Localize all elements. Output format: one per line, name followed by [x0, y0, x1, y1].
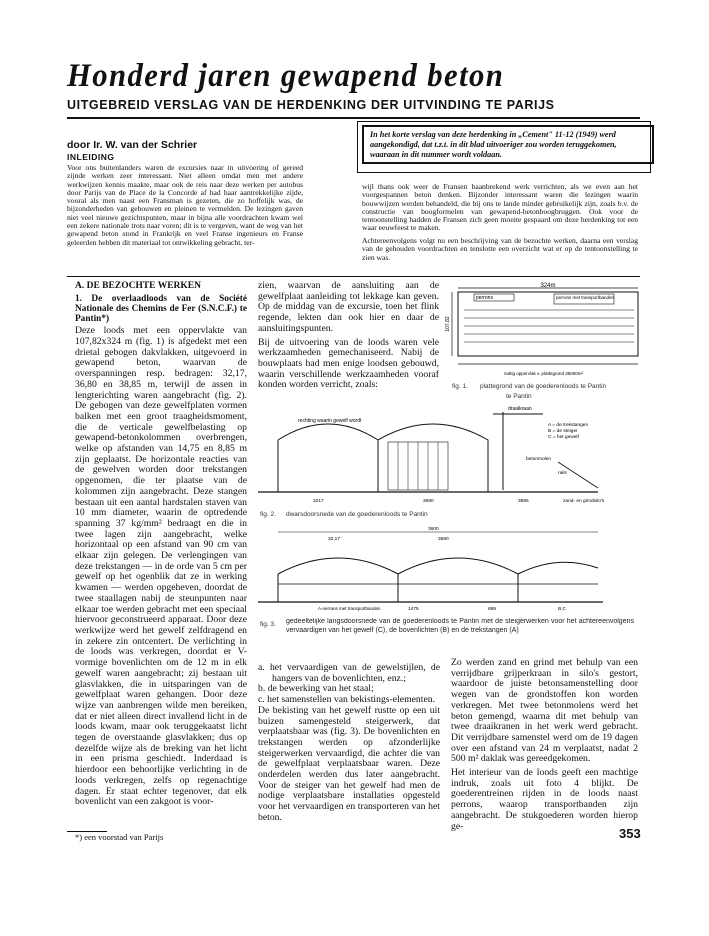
- fig3-dim-4: 1475: [408, 607, 419, 612]
- article-title: Honderd jaren gewapend beton: [67, 58, 505, 94]
- fig2-label-b: B = de steiger: [548, 429, 578, 434]
- column-3-bottom: [451, 658, 638, 835]
- fig2-label-a: A = de trekstangen: [548, 423, 589, 428]
- column-2-bottom: [258, 663, 440, 824]
- intro-paragraph-2: wijl thans ook weer de Fransen baanbrekend werk verrichten, als we even aan het voorgespannen beton denken. Bijzonder interessant waren die lezingen waarin bouwwijzen werden behandeld, die bij ons te lande minder gebruikelijk zijn, zoals b.v. de constructie van boogformelen van gewapend-betonboogbruggen. Ook voor de tentoonstelling hadden de Fransen zich geen moeite gespaard om deze herdenking tot een waar eeuwfeest te maken.: [362, 182, 638, 233]
- col2-list-item-c: c. het samenstellen van bekistings-elementen.: [258, 694, 436, 706]
- column-1-text: Deze loods met een oppervlakte van 107,82x324 m (fig. 1) is afgedekt met een drietal gebogen dakvlakken, uitgevoerd in gewapend beton, waarvan de overspanningen resp. bedragen: 32,17, 36,80 en 38,85 m, terwijl de assen in lengterichting waren aangebracht (fig. 2). De gebogen van deze gewelfplaten vormen balken met een groot traagheidsmoment, die de verticale gewelfbelasting op gewapend-betonkolommen overbrengen, welke op afstanden van 14,75 en 8,85 m zijn geplaatst. De horizontale reacties van de gewelven worden door trekstangen opgenomen, die ter plaatse van de kolommen zijn aangebracht. Deze stangen bestaan uit een aantal hardstalen staven van 10 mm diameter, waarin de optredende spanning 37 kg/mm² bedraagt en die in twee lagen zijn aangebracht, welke horizontaal op een afstand van 90 cm van elkaar zijn gelegen. De verlengingen van deze trekstangen — in de orde van 5 cm per gewelf op het ogenblik dat ze in werking kwamen — werden opgeheven, doordat de twee staallagen nabij de steunpunten naar elkaar toe werden gebracht met een speciaal hiervoor geconstrueerd apparaat. Door deze werkwijze werd het gewelf zelfdragend en in zekere zin ontcentert. De verlichting in de loods was verkregen, doordat er V-vormige bovenlichten om de 12 m in elk gewelf waren aangebracht; zij bestaan uit glasvlakken, die in uitsparingen van de gewelfplaat waren gehangen. Door deze wijze van aanbrengen wilde men bereiken, dat er niet alleen direct invallend licht in de loods kwam, maar ook teruggekaatst licht tegen de overstaande glasvlakken; dus op dezelfde wijze als de breking van het licht in een prisma geschiedt. Inderdaad is hierdoor een behoorlijke verlichting in de loods verkregen, zelfs op regenachtige dagen. Er staat echter tegenover, dat elk bovenlicht van een zakgoot is voor-: [75, 325, 247, 808]
- fig1-label-perrons: perrons: [476, 295, 493, 301]
- fig1-caption-prefix: fig. 1.: [452, 383, 468, 390]
- figure-3-longitudinal: [258, 524, 643, 654]
- fig3-dim-2: 3600: [428, 527, 439, 532]
- fig2-label-crane: draaikraan: [508, 406, 532, 412]
- page-number: 353: [619, 826, 641, 841]
- figure-1-plan: [444, 282, 644, 400]
- fig3-label-a: A-oerrans met transportbanden: [318, 606, 381, 611]
- fig3-caption-prefix: fig. 3.: [260, 621, 276, 628]
- col3-paragraph-1: Zo werden zand en grind met behulp van een verrijdbare grijperkraan in silo's gestort, waardoor de juiste betonsamenstelling door wegen van de grondstoffen kon worden verkregen. Met twee betonmolens werd het beton gemengd, waarna dit met behulp van twee draaikranen in het werk werd gebracht. Dit verrijdbare samenstel werd om de 19 dagen over een afstand van 24 m verplaatst, nadat 2 500 m² daklak was gereedgekomen.: [451, 657, 638, 765]
- fig3-dim-1: 32,17: [328, 537, 341, 542]
- fig3-caption: gedeeltelijke langsdoorsnede van de goederenloods te Pantin met de steigerwerken voor het achtereenvolgens vervaardigen van het gewelf (C), de bovenlichten (B) en de trekstangen (A): [286, 618, 634, 634]
- footnote: *) een voorstad van Parijs: [75, 832, 164, 842]
- figure-2-section: [258, 402, 643, 522]
- fig2-label-c: C = het gewelf: [548, 435, 579, 440]
- fig2-label-silos: zand- en grindsilo's: [563, 499, 605, 504]
- fig3-caption-wrap: [286, 618, 634, 652]
- fig2-caption: dwarsdoorsnede van de goederenloods te Pantin: [286, 511, 428, 518]
- fig3-dim-3: 3680: [438, 537, 449, 542]
- col2-paragraph-2: Bij de uitvoering van de loods waren vele werkzaamheden gemechaniseerd. Nabij de bouwplaats had men enige loodsen gebouwd, waarin verschillende werkzaamheden vooraf konden worden verricht, zoals:: [258, 336, 439, 391]
- fig2-label-mixer: betonmolen: [526, 457, 552, 462]
- fig1-caption: plattegrond van de goederenloods te Pantin: [480, 383, 607, 390]
- article-subtitle: UITGEBREID VERSLAG VAN DE HERDENKING DER UITVINDING TE PARIJS: [67, 98, 555, 112]
- author-line: door Ir. W. van der Schrier: [67, 139, 198, 151]
- intro-heading: INLEIDING: [67, 152, 115, 162]
- fig1-dim-width: 107,82: [445, 316, 451, 332]
- col3-paragraph-2: Het interieur van de loods geeft een machtige indruk, zoals uit foto 4 blijkt. De goederentreinen rijden in de loods naast perrons, waarop transportbanden zijn aangebracht. De stukgoederen worden hierop ge-: [451, 767, 638, 832]
- fig2-dim-1: 3217: [313, 499, 324, 504]
- fig2-caption-prefix: fig. 2.: [260, 511, 276, 518]
- fig2-label-rails: rails: [558, 471, 567, 476]
- intro-paragraph-3: Achtereenvolgens volgt nu een beschrijving van de bezochte werken, daarna een verslag van de gehouden voordrachten en tenslotte een overzicht wat er op de tentoonstelling te zien was.: [362, 236, 638, 262]
- fig1-dim-length: 324m: [540, 283, 556, 289]
- note-box: In het korte verslag van deze herdenking in „Cement" 11-12 (1949) werd aangekondigd, dat t.z.t. in dit blad uitvoeriger zou worden teruggekomen, waaraan in dit nummer wordt voldaan.: [362, 125, 654, 164]
- col2-list-item-a: a. het vervaardigen van de gewelstijlen, de hangers van de bovenlichten, enz.;: [258, 662, 440, 684]
- section-rule: [67, 276, 640, 277]
- column-2-top: [258, 281, 439, 394]
- col2-paragraph-1: zien, waarvan de aansluiting aan de gewelfplaat aanleiding tot lekkage kan geven. Op de middag van de excursie, toen het flink regende, lekten dan ook hier en daar de aansluitingspunten.: [258, 280, 439, 334]
- title-rule: [67, 117, 640, 119]
- col2-bottom-paragraph: De bekisting van het gewelf rustte op een uit buizen samengesteld steigerwerk, dat verplaatsbaar was (fig. 3). De bovenlichten en trekstangen werden op afzonderlijke steigerwerken vervaardigd, die achter die van de gewelfplaat verplaatsbaar waren. Deze onderdelen werden dus later aangebracht. Voor de steiger van het gewelf had men de nodige verplaatsbare installaties opgesteld voor het vervaardigen en transporteren van het beton.: [258, 704, 440, 823]
- fig1-area-note: nuttig oppervlak v. plattegrond 35000m²: [504, 371, 583, 376]
- intro-paragraph-1: Voor ons buitenlanders waren de excursies naar in uitvoering of gereed zijnde werken zeer interessant. Niet alleen omdat men met andere werkwijzen kennis maakte, maar ook de reis naar deze werken per autobus door Parijs van de Place de la Concorde af had haar aantrekkelijke zijde, vooral als men naast een Fransman is gezeten, die zo hoffelijk was, de bijzonderheden van gebouwen en pleinen te vermelden. De lezingen gaven niet veel nieuwe gezichtspunten, maar in bijna alle voordrachten kwam wel een zekere nationale trots naar voren; dit is te vergeven, want de weg van het gewapend beton stond in Frankrijk en veel Franse ingenieurs en Franse geleerden hebben dit materiaal tot ontwikkeling gebracht, ter-: [67, 163, 303, 247]
- fig2-dim-2: 3680: [423, 499, 434, 504]
- column-1: [75, 281, 247, 808]
- fig1-label-transport: perrons met transportbanden: [556, 295, 615, 300]
- fig3-label-bc: B,C: [558, 607, 566, 612]
- fig2-dim-3: 3885: [518, 499, 529, 504]
- section-heading: A. DE BEZOCHTE WERKEN: [75, 281, 201, 291]
- fig3-dim-5: 885: [488, 607, 497, 612]
- col2-list-item-b: b. de bewerking van het staal;: [258, 683, 374, 695]
- svg-text:te Pantin: te Pantin: [506, 393, 532, 400]
- fig2-label-1: rechting waarin gewelf wordt: [298, 418, 362, 424]
- subsection-heading: 1. De overlaadloods van de Société Nationale des Chemins de Fer (S.N.C.F.) te Pantin*): [75, 293, 247, 325]
